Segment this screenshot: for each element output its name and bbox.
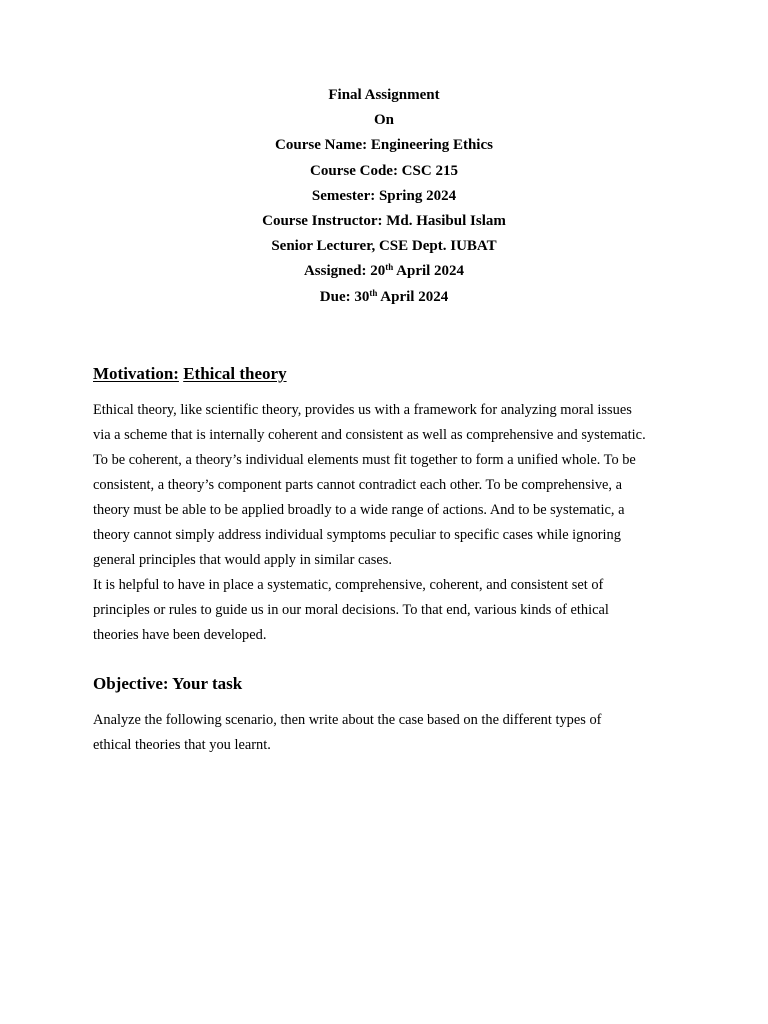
- semester: Semester: Spring 2024: [311, 187, 457, 204]
- paragraph-line: To be coherent, a theory’s individual elements must fit together to form a unified whole. To be: [93, 452, 636, 468]
- paragraph-line: ethical theories that you learnt.: [93, 737, 271, 753]
- paragraph-line: principles or rules to guide us in our moral decisions. To that end, various kinds of ethical: [93, 602, 609, 618]
- paragraph-line: consistent, a theory’s component parts cannot contradict each other. To be comprehensive, a: [93, 477, 623, 493]
- paragraph-line: general principles that would apply in similar cases.: [93, 552, 392, 568]
- paragraph-line: Analyze the following scenario, then write about the case based on the different types of: [93, 712, 602, 728]
- due-date-ordinal: th: [369, 287, 378, 298]
- paragraph-line: theory cannot simply address individual symptoms peculiar to specific cases while ignoring: [93, 527, 621, 543]
- motivation-heading: [93, 364, 287, 384]
- assignment-title: Final Assignment: [328, 87, 440, 103]
- assigned-date-rest: April 2024: [393, 263, 465, 280]
- assigned-date-prefix: Assigned: 20: [303, 263, 386, 280]
- paragraph-line: It is helpful to have in place a systematic, comprehensive, coherent, and consistent set of: [93, 577, 604, 593]
- paragraph-line: theory must be able to be applied broadly to a wide range of actions. And to be systematic, a: [93, 502, 625, 518]
- paragraph-line: Ethical theory, like scientific theory, provides us with a framework for analyzing moral issues: [93, 402, 632, 418]
- course-name: Course Name: Engineering Ethics: [275, 137, 493, 154]
- objective-heading: Objective: Your task: [93, 674, 243, 693]
- motivation-paragraph-1: [93, 398, 674, 573]
- course-code: Course Code: CSC 215: [310, 162, 458, 179]
- motivation-paragraph-2: [93, 573, 674, 648]
- assigned-date: [0, 259, 768, 284]
- cover-block: [0, 83, 768, 310]
- objective-paragraph: [93, 708, 674, 758]
- due-date-prefix: Due: 30: [319, 288, 370, 305]
- paragraph-line: via a scheme that is internally coherent and consistent as well as comprehensive and systematic.: [93, 427, 646, 443]
- on-line: On: [373, 112, 394, 129]
- due-date: [0, 285, 768, 310]
- assigned-date-ordinal: th: [385, 262, 394, 273]
- motivation-heading-topic: Ethical theory: [183, 364, 287, 383]
- instructor-title: Senior Lecturer, CSE Dept. IUBAT: [271, 238, 497, 255]
- motivation-heading-label: Motivation:: [93, 364, 179, 383]
- due-date-rest: April 2024: [377, 288, 449, 305]
- course-instructor: Course Instructor: Md. Hasibul Islam: [262, 212, 506, 229]
- paragraph-line: theories have been developed.: [93, 627, 267, 643]
